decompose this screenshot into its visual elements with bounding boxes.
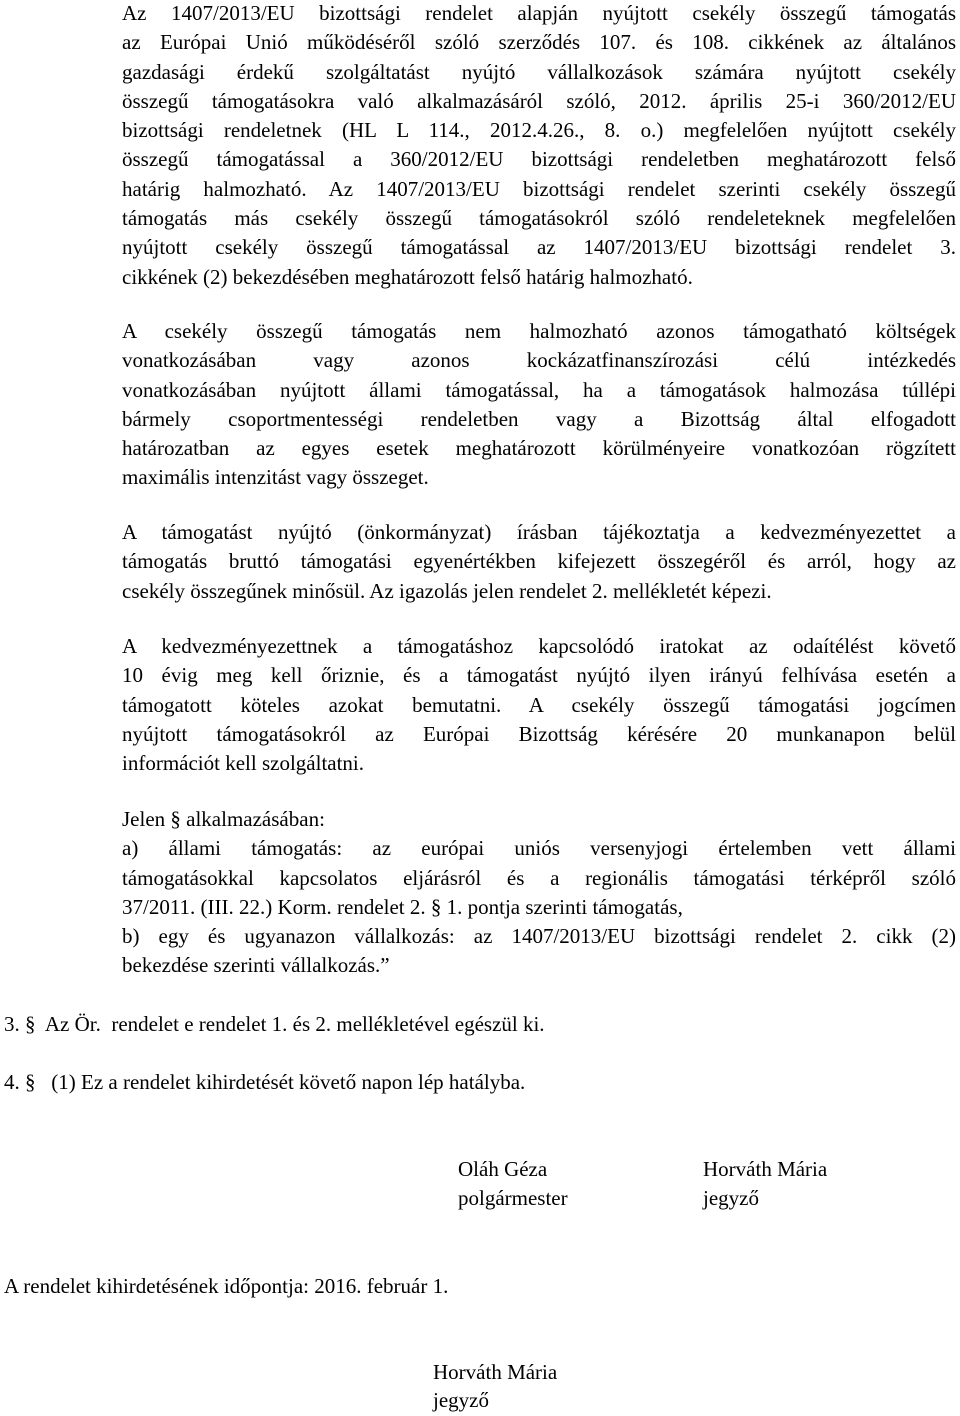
text-line: csekély összegűnek minősül. Az igazolás jelen rendelet 2. mellékletét képezi.: [122, 578, 772, 603]
text-line: támogatásokkal kapcsolatos eljárásról és a regionális támogatási térképről szóló: [122, 865, 956, 890]
text-line: Az 1407/2013/EU bizottsági rendelet alapján nyújtott csekély összegű támogatás: [122, 1, 956, 25]
section-4: [4, 1068, 904, 1097]
text-line: nyújtott csekély összegű támogatással az 1407/2013/EU bizottsági rendelet 3.: [122, 235, 956, 260]
text-line: 10 évig meg kell őriznie, és a támogatást nyújtó ilyen irányú felhívása esetén a: [122, 663, 956, 688]
signatory-title: jegyző: [433, 1388, 489, 1412]
text-line: A támogatást nyújtó (önkormányzat) írásban tájékoztatja a kedvezményezettet a: [122, 520, 956, 544]
text-line: támogatott köteles azokat bemutatni. A csekély összegű támogatási jogcímen: [122, 692, 956, 717]
text-line: vonatkozásában vagy azonos kockázatfinanszírozási célú intézkedés: [122, 348, 956, 373]
signature-mayor: [458, 1155, 678, 1214]
text-line: bekezdése szerinti vállalkozás.”: [122, 953, 390, 978]
text-line: vonatkozásában nyújtott állami támogatással, ha a támogatások halmozása túllépi: [122, 377, 956, 402]
text-line: 3. § Az Ör. rendelet e rendelet 1. és 2. mellékletével egészül ki.: [4, 1012, 545, 1036]
section-3: [4, 1010, 904, 1039]
text-line: A csekély összegű támogatás nem halmozható azonos támogatható költségek: [122, 319, 956, 343]
signatory-title: jegyző: [703, 1186, 759, 1211]
signatory-name: Oláh Géza: [458, 1157, 548, 1181]
paragraph-definitions: [122, 805, 956, 981]
text-line: 37/2011. (III. 22.) Korm. rendelet 2. § 1. pontja szerinti támogatás,: [122, 894, 683, 919]
paragraph-no-cumulation: [122, 317, 956, 493]
promulgation-date: [4, 1272, 904, 1301]
text-line: b) egy és ugyanazon vállalkozás: az 1407/2013/EU bizottsági rendelet 2. cikk (2): [122, 924, 956, 949]
signatory-title: polgármester: [458, 1186, 568, 1211]
text-line: 4. § (1) Ez a rendelet kihirdetését követő napon lép hatályba.: [4, 1070, 526, 1094]
text-line: A kedvezményezettnek a támogatáshoz kapcsolódó iratokat az odaítélést követő: [122, 634, 956, 658]
signatory-name: Horváth Mária: [433, 1360, 558, 1384]
signatory-name: Horváth Mária: [703, 1157, 828, 1181]
text-line: nyújtott támogatásokról az Európai Bizottság kérésére 20 munkanapon belül: [122, 721, 956, 746]
text-line: a) állami támogatás: az európai uniós versenyjogi értelemben vett állami: [122, 836, 956, 861]
paragraph-document-retention: [122, 632, 956, 778]
paragraph-de-minimis-cumulation: [122, 0, 956, 292]
text-line: bizottsági rendeletnek (HL L 114., 2012.4.26., 8. o.) megfelelően nyújtott csekély: [122, 118, 956, 143]
text-line: az Európai Unió működéséről szóló szerződés 107. és 108. cikkének az általános: [122, 30, 956, 55]
text-line: összegű támogatásokra való alkalmazásáról szóló, 2012. április 25-i 360/2012/EU: [122, 88, 956, 113]
text-line: információt kell szolgáltatni.: [122, 751, 365, 776]
text-line: Jelen § alkalmazásában:: [122, 807, 325, 831]
text-line: támogatás más csekély összegű támogatásokról szóló rendeleteknek megfelelően: [122, 206, 956, 231]
text-line: gazdasági érdekű szolgáltatást nyújtó vállalkozások számára nyújtott csekély: [122, 59, 956, 84]
text-line: határig halmozható. Az 1407/2013/EU bizottsági rendelet szerinti csekély összegű: [122, 176, 956, 201]
text-line: maximális intenzitást vagy összeget.: [122, 465, 429, 490]
text-line: bármely csoportmentességi rendeletben vagy a Bizottság által elfogadott: [122, 406, 956, 431]
paragraph-notification: [122, 518, 956, 606]
text-line: összegű támogatással a 360/2012/EU bizottsági rendeletben meghatározott felső: [122, 147, 956, 172]
text-line: határozatban az egyes esetek meghatározott körülményeire vonatkozóan rögzített: [122, 436, 956, 461]
signature-notary: [703, 1155, 923, 1214]
signature-notary-bottom: [433, 1358, 653, 1414]
text-line: A rendelet kihirdetésének időpontja: 2016. február 1.: [4, 1274, 449, 1298]
text-line: támogatás bruttó támogatási egyenértékben kifejezett összegéről és arról, hogy az: [122, 549, 956, 574]
text-line: cikkének (2) bekezdésében meghatározott felső határig halmozható.: [122, 264, 693, 289]
